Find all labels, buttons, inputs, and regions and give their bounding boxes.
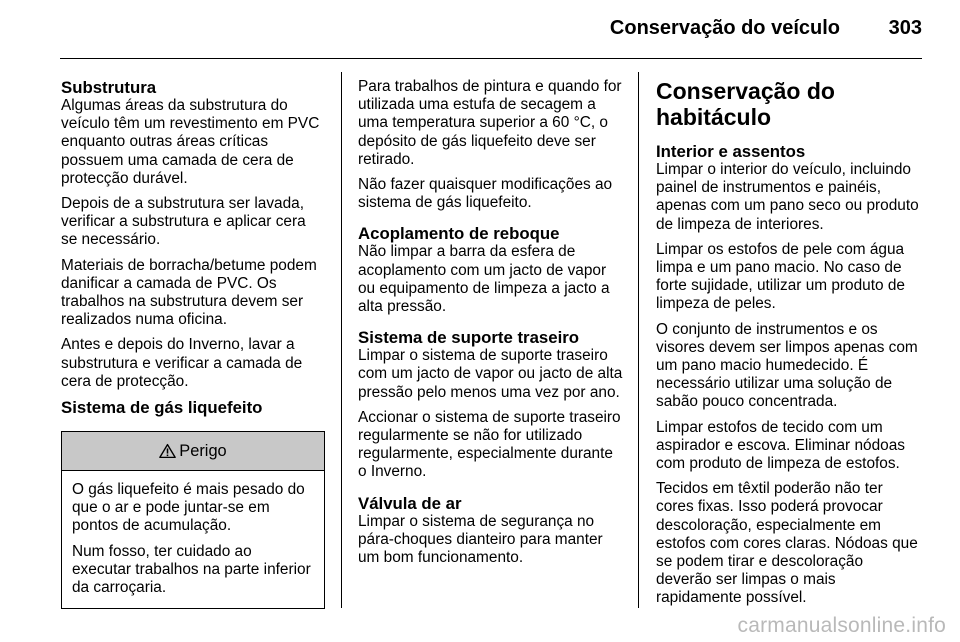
danger-header	[62, 432, 324, 471]
column-2	[358, 78, 624, 574]
page-title: Conservação do veículo	[609, 17, 840, 39]
column-divider-2	[638, 72, 639, 608]
paragraph: Não limpar a barra da esfera de acoplamento com um jacto de vapor ou equipamento de limpeza a jacto a alta pressão.	[358, 243, 610, 316]
paragraph: Limpar o sistema de suporte traseiro com um jacto de vapor ou jacto de alta pressão pelo menos uma vez por ano.	[358, 347, 623, 401]
paragraph: Limpar estofos de tecido com um aspirador e escova. Eliminar nódoas com produto de limpeza de estofos.	[656, 418, 905, 473]
paragraph: Depois de a substrutura ser lavada, verificar a substrutura e aplicar cera se necessário.	[61, 195, 306, 249]
watermark-link[interactable]: carmanualsonline.info	[737, 614, 946, 637]
column-divider-1	[341, 72, 342, 608]
paragraph: O conjunto de instrumentos e os visores devem ser limpos apenas com um pano macio humedecido. É necessário utilizar uma solução de sabão pouco concentrada.	[656, 320, 918, 411]
section-heading-suporte: Sistema de suporte traseiro	[358, 328, 580, 348]
column-1	[61, 78, 325, 609]
paragraph: O gás liquefeito é mais pesado do que o ar e pode juntar-se em pontos de acumulação.	[72, 481, 305, 535]
paragraph: Accionar o sistema de suporte traseiro regularmente se não for utilizado regularmente, especialmente durante o Inverno.	[358, 408, 621, 481]
section-heading-gas: Sistema de gás liquefeito	[61, 398, 263, 418]
chapter-heading: Conservação do habitáculo	[656, 78, 835, 130]
paragraph: Materiais de borracha/betume podem danificar a camada de PVC. Os trabalhos na substrutura devem ser realizados numa oficina.	[61, 256, 317, 329]
danger-body	[62, 471, 324, 608]
paragraph: Limpar os estofos de pele com água limpa e um pano macio. No caso de forte sujidade, utilizar um produto de limpeza de peles.	[656, 240, 905, 313]
column-3	[656, 78, 922, 615]
section-heading-valvula: Válvula de ar	[358, 493, 462, 513]
paragraph: Tecidos em têxtil poderão não ter cores fixas. Isso poderá provocar descoloração, especialmente em estofos com cores claras. Nódoas que se podem tirar e descoloração deverão ser limpas o mais rapidamente possível.	[656, 480, 918, 607]
paragraph: Para trabalhos de pintura e quando for utilizada uma estufa de secagem a uma temperatura superior a 60 °C, o depósito de gás liquefeito deve ser retirado.	[358, 78, 622, 168]
section-heading-reboque: Acoplamento de reboque	[358, 224, 560, 244]
header-divider	[60, 58, 922, 59]
danger-warning-box	[61, 431, 325, 609]
section-heading-substrutura: Substrutura	[61, 78, 157, 97]
paragraph: Algumas áreas da substrutura do veículo têm um revestimento em PVC enquanto outras áreas críticas possuem uma camada de cera de protecção durável.	[61, 97, 320, 187]
page-number: 303	[888, 17, 922, 39]
paragraph: Limpar o sistema de segurança no pára-choques dianteiro para manter um bom funcionamento.	[358, 512, 603, 567]
warning-triangle-icon	[159, 443, 176, 459]
paragraph: Limpar o interior do veículo, incluindo painel de instrumentos e painéis, apenas com um pano seco ou produto de limpeza de interiores.	[656, 161, 919, 233]
paragraph: Antes e depois do Inverno, lavar a substrutura e verificar a camada de cera de protecção.	[61, 336, 303, 390]
danger-label: Perigo	[179, 441, 227, 460]
paragraph: Num fosso, ter cuidado ao executar trabalhos na parte inferior da carroçaria.	[72, 542, 311, 597]
paragraph: Não fazer quaisquer modificações ao sistema de gás liquefeito.	[358, 176, 613, 212]
section-heading-interior: Interior e assentos	[656, 142, 806, 161]
